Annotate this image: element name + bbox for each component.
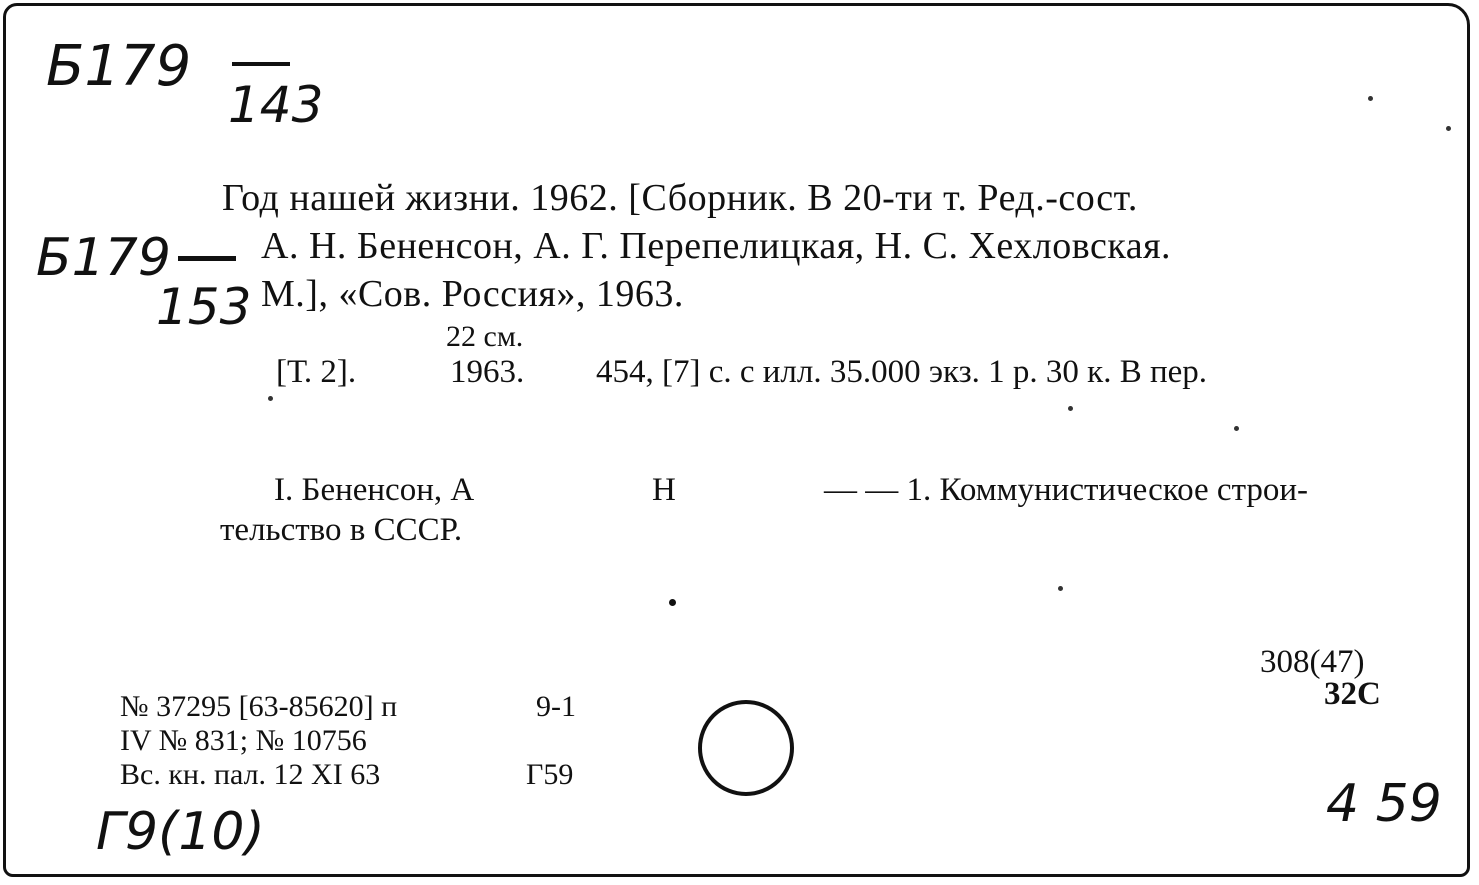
handwritten-bottom-right: 4 59	[1326, 774, 1442, 834]
speck	[1234, 426, 1239, 431]
shelfmark-2-bar	[178, 256, 236, 261]
shelfmark-1: Б179	[46, 34, 192, 99]
volume-label: [Т. 2].	[276, 354, 357, 390]
reg-line-3-left: Вс. кн. пал. 12 XI 63	[120, 758, 381, 791]
catalog-card	[3, 3, 1470, 877]
reg-line-2: IV № 831; № 10756	[120, 724, 367, 757]
class-code: 308(47)	[1260, 644, 1365, 680]
shelfmark-1-sub: 143	[228, 76, 324, 134]
volume-details: 454, [7] с. с илл. 35.000 экз. 1 р. 30 к. В пер.	[596, 354, 1208, 390]
subject-left: I. Бененсон, А	[274, 472, 475, 508]
title-line-2: А. Н. Бененсон, А. Г. Перепелицкая, Н. С. Хехловская.	[261, 225, 1172, 267]
speck	[1058, 586, 1063, 591]
speck	[1446, 126, 1451, 131]
reg-line-1-left: № 37295 [63-85620] п	[120, 690, 398, 723]
reg-line-1-right: 9-1	[536, 690, 576, 723]
speck	[1068, 406, 1073, 411]
speck	[1368, 96, 1373, 101]
title-line-3: М.], «Сов. Россия», 1963.	[261, 273, 684, 315]
subject-mid: Н	[652, 472, 676, 508]
subject-continuation: тельство в СССР.	[220, 512, 463, 548]
shelfmark-2-sub: 153	[156, 278, 252, 336]
reg-line-3-right: Г59	[526, 758, 574, 791]
size-text: 22 см.	[446, 320, 524, 353]
class-code-2: 32С	[1324, 676, 1381, 712]
subject-right: — — 1. Коммунистическое строи-	[824, 472, 1309, 508]
volume-year: 1963.	[450, 354, 525, 390]
dot-mark	[669, 599, 676, 606]
punch-hole	[698, 700, 794, 796]
shelfmark-1-bar	[232, 62, 290, 66]
handwritten-bottom-left: Г9(10)	[96, 802, 265, 862]
shelfmark-2: Б179	[36, 228, 171, 288]
speck	[268, 396, 273, 401]
title-line-1: Год нашей жизни. 1962. [Сборник. В 20-ти т. Ред.-сост.	[222, 177, 1138, 219]
